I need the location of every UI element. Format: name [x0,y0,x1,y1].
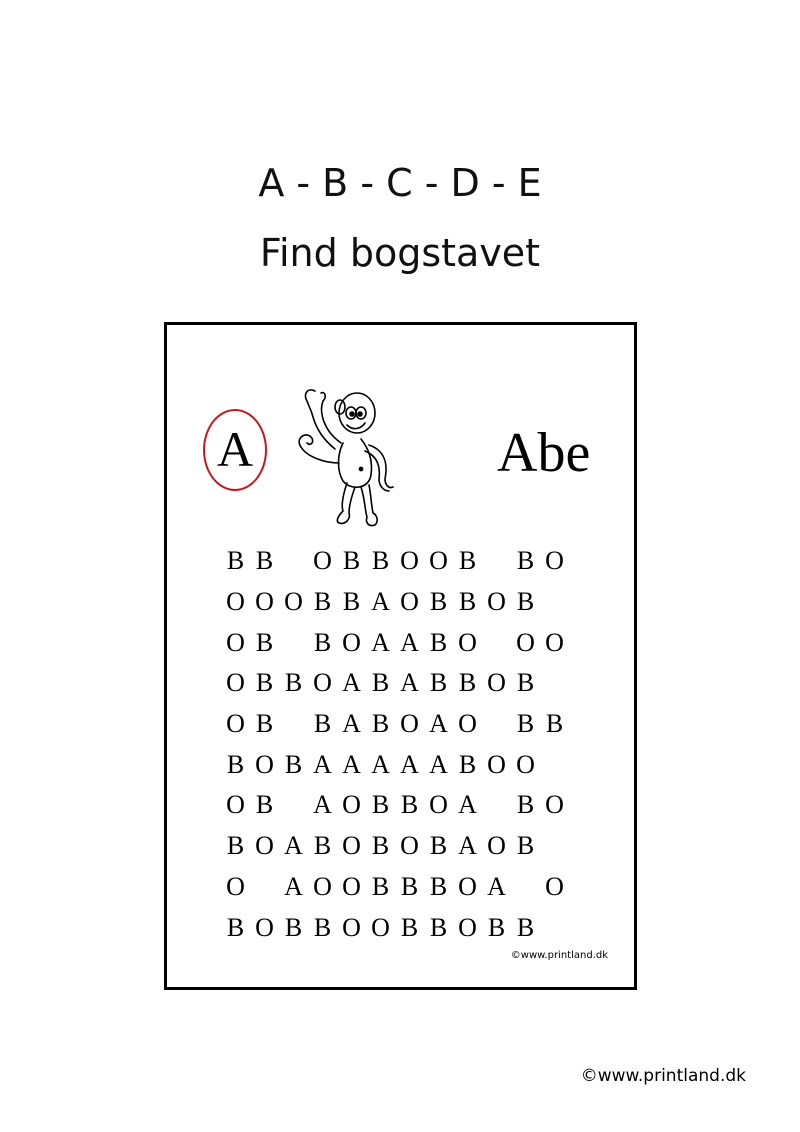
worksheet-credit: ©www.printland.dk [510,950,608,961]
grid-letter: A [342,709,361,739]
grid-letter: B [255,546,274,576]
grid-letter: A [487,871,506,901]
grid-letter: B [516,546,535,576]
grid-letter: O [226,709,245,739]
grid-letter: A [458,790,477,820]
grid-letter: B [487,912,506,942]
grid-letter: O [516,749,535,779]
grid-letter: B [458,668,477,698]
grid-letter: A [313,749,332,779]
grid-letter: B [429,587,448,617]
grid-letter: B [429,627,448,657]
grid-letter: O [342,871,361,901]
worksheet [164,322,637,990]
grid-letter: A [284,831,303,861]
grid-letter: B [371,871,390,901]
grid-letter: O [342,627,361,657]
grid-letter: O [342,831,361,861]
grid-row [221,826,583,867]
page-credit: ©www.printland.dk [580,1066,746,1086]
grid-letter: B [342,587,361,617]
grid-letter: O [313,668,332,698]
grid-letter: O [342,790,361,820]
grid-letter: A [313,790,332,820]
grid-letter: B [516,709,535,739]
grid-letter: O [429,546,448,576]
grid-letter: O [226,587,245,617]
grid-letter: O [371,912,390,942]
grid-letter: B [458,546,477,576]
grid-letter: B [371,831,390,861]
grid-letter: O [400,709,419,739]
grid-letter: B [516,790,535,820]
grid-letter: B [284,912,303,942]
grid-letter: O [226,871,245,901]
grid-letter: O [487,749,506,779]
grid-letter: O [342,912,361,942]
grid-letter: O [255,912,274,942]
grid-letter: O [458,871,477,901]
grid-letter: A [342,749,361,779]
grid-letter: B [371,709,390,739]
grid-letter: B [226,831,245,861]
grid-letter: O [429,790,448,820]
grid-row [221,867,583,908]
grid-letter: B [516,831,535,861]
grid-letter: O [487,831,506,861]
grid-letter: O [400,587,419,617]
grid-letter: O [516,627,535,657]
grid-letter: B [226,912,245,942]
grid-row [221,907,583,948]
grid-letter: B [371,546,390,576]
grid-letter: O [226,627,245,657]
grid-letter: B [458,587,477,617]
grid-letter: B [313,912,332,942]
grid-letter: A [429,709,448,739]
grid-letter: O [545,627,564,657]
grid-letter: A [458,831,477,861]
grid-letter: O [255,587,274,617]
grid-letter: A [400,668,419,698]
grid-letter: O [255,831,274,861]
grid-letter: O [545,546,564,576]
grid-letter: O [458,627,477,657]
grid-letter: O [400,831,419,861]
grid-letter: B [255,790,274,820]
letter-grid [221,541,583,948]
grid-letter: O [284,587,303,617]
grid-letter: B [255,627,274,657]
grid-letter: B [284,749,303,779]
grid-letter: O [487,587,506,617]
grid-letter: O [255,749,274,779]
grid-letter: A [371,587,390,617]
monkey-icon [285,383,415,531]
grid-letter: O [400,546,419,576]
grid-letter: B [400,871,419,901]
grid-letter: B [313,709,332,739]
grid-letter: B [429,668,448,698]
grid-letter: O [458,709,477,739]
grid-letter: B [255,668,274,698]
grid-letter: B [255,709,274,739]
grid-letter: B [313,627,332,657]
grid-letter: O [487,668,506,698]
grid-letter: A [429,749,448,779]
grid-letter: B [342,546,361,576]
grid-letter: B [226,749,245,779]
grid-letter: O [226,668,245,698]
grid-letter: B [284,668,303,698]
grid-letter: B [313,587,332,617]
grid-letter: B [516,668,535,698]
grid-row [221,582,583,623]
grid-letter: O [226,790,245,820]
grid-letter: B [429,912,448,942]
grid-letter: A [371,749,390,779]
grid-letter: B [400,912,419,942]
grid-row [221,663,583,704]
title-letters: A - B - C - D - E [258,161,542,205]
grid-letter: O [545,790,564,820]
grid-letter: B [371,668,390,698]
grid-row [221,541,583,582]
word-label: Abe [497,422,591,484]
grid-letter: A [342,668,361,698]
grid-letter: B [458,749,477,779]
grid-row [221,785,583,826]
grid-letter: O [545,871,564,901]
grid-letter: B [516,587,535,617]
grid-letter: B [400,790,419,820]
grid-letter: B [429,871,448,901]
grid-letter: B [429,831,448,861]
grid-letter: A [284,871,303,901]
target-letter: A [216,421,254,477]
grid-letter: B [371,790,390,820]
grid-letter: A [400,627,419,657]
grid-row [221,622,583,663]
grid-row [221,744,583,785]
grid-letter: B [516,912,535,942]
title-instruction: Find bogstavet [259,231,541,275]
grid-letter: O [313,546,332,576]
grid-letter: B [226,546,245,576]
grid-letter: A [400,749,419,779]
grid-letter: B [313,831,332,861]
grid-letter: B [545,709,564,739]
grid-letter: O [313,871,332,901]
grid-letter: O [458,912,477,942]
grid-row [221,704,583,745]
grid-letter: A [371,627,390,657]
